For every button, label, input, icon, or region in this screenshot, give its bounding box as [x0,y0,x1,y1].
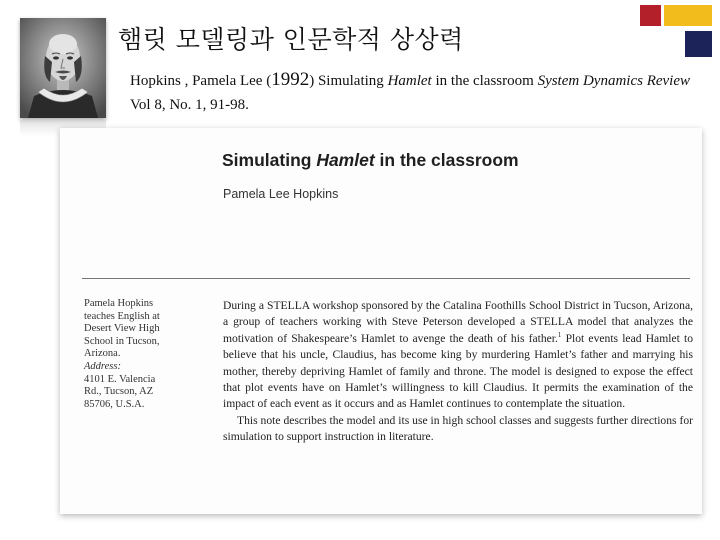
paragraph-1-part-b: Plot events lead Hamlet to believe that his uncle, Claudius, has become king by murdering Hamlet’s father and marrying his mother, thereby depriving Hamlet of family and throne. The model is designed to expose the effect that plot events have on Hamlet’s willingness to kill Claudius. It permits the examination of the impact of each event as it occurs and as Hamlet continues to contemplate the situation. [223,331,693,411]
bio-line: Pamela Hopkins [84,298,154,309]
paper-body [223,298,693,446]
bio-line: 4101 E. Valencia [84,373,156,385]
footnote-mark: 1 [557,330,562,339]
citation-authors: Hopkins , Pamela Lee ( [130,73,272,89]
paper-title-post: in the classroom [374,150,519,170]
bio-line: 85706, U.S.A. [84,398,145,410]
paper-title-pre: Simulating [222,150,317,170]
citation-journal: System Dynamics Review [537,73,691,89]
bio-line: Rd., Tucson, AZ [84,386,154,398]
paragraph-2: This note describes the model and its use in high school classes and suggests further directions for simulation to support instruction in literature. [223,413,693,444]
author-bio [84,298,214,411]
citation-title-italic: Hamlet [387,73,432,89]
citation [130,68,705,117]
decor-square-navy [685,31,712,57]
shakespeare-portrait [20,18,106,118]
paper-excerpt [60,128,702,514]
bio-line: School in Tucson, [84,335,160,347]
paper-title-italic: Hamlet [316,150,375,170]
bio-address-label: Address: [84,360,121,372]
shakespeare-portrait-icon [20,18,106,118]
citation-title-rest: in the classroom [431,73,538,89]
paragraph-1-part-a: During a STELLA workshop sponsored by the Catalina Foothills School District in Tucson, Arizona, a group of teachers working with Steve Peterson developed a STELLA model that analyzes the motivation of Shakespeare’s Hamlet to avenge the death of his father. [223,299,693,345]
paper-divider [82,278,690,279]
bio-line: teaches English at [84,310,160,322]
bio-line-text: Arizona. [84,348,121,360]
paragraph-1 [223,298,693,413]
decor-square-red [640,5,661,26]
slide-title: 햄릿 모델링과 인문학적 상상력 [118,25,464,54]
citation-details: Vol 8, No. 1, 91-98. [130,97,249,113]
paper-title [222,150,519,171]
paper-author: Pamela Lee Hopkins [223,187,339,201]
citation-year: 1992 [271,69,310,90]
bio-line: Desert View High [84,323,160,335]
bio-line [84,348,214,373]
decor-square-yellow [664,5,712,26]
citation-after-year: ) Simulating [309,73,388,89]
